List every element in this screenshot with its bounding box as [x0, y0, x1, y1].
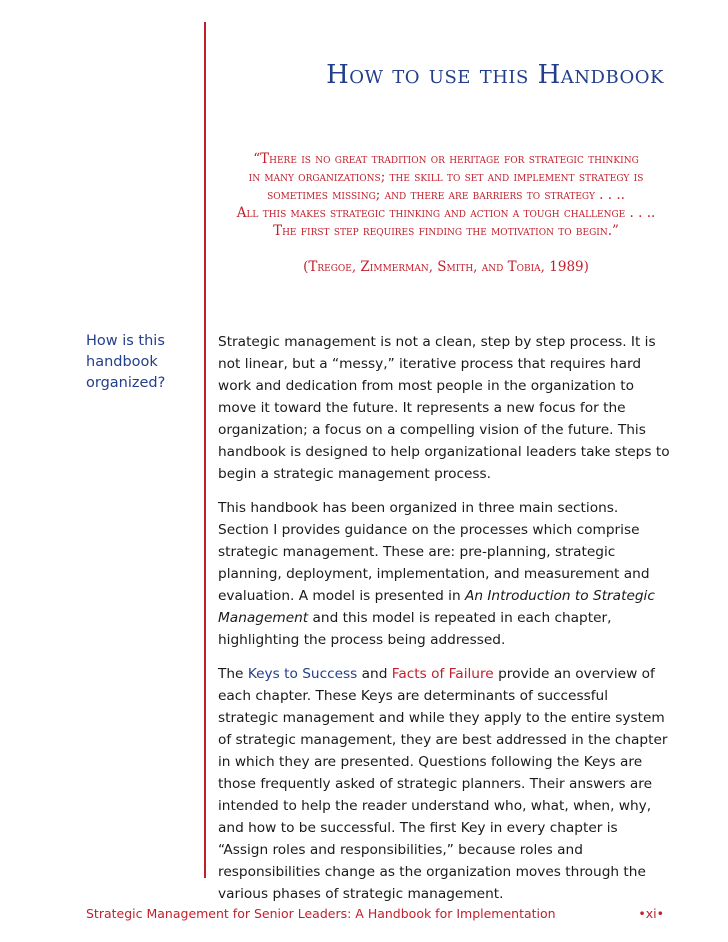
- side-heading-line: handbook: [86, 354, 158, 370]
- vertical-rule: [204, 22, 206, 878]
- quote-line: All this makes strategic thinking and action a tough challenge . . ..: [236, 205, 656, 221]
- body-text: [218, 331, 670, 917]
- paragraph-3: [218, 663, 670, 905]
- book-title-italic: An Introduction to Strategic Management: [218, 588, 655, 626]
- paragraph-2-text: This handbook has been organized in three main sections. Section I provides guidance on the processes which comprise strategic management. These are: pre-planning, strategic planning, deployment, implementation, and measurement and evaluation. A model is presented in: [218, 500, 650, 604]
- side-heading: [86, 331, 196, 394]
- keys-to-success-term: Keys to Success: [247, 666, 358, 682]
- quote-line: sometimes missing; and there are barriers to strategy . . ..: [267, 187, 625, 203]
- page-title: How to use this Handbook: [326, 60, 664, 90]
- quote-citation: (Tregoe, Zimmerman, Smith, and Tobia, 1989): [303, 259, 589, 275]
- facts-of-failure-term: Facts of Failure: [391, 666, 494, 682]
- paragraph-3-text-end: provide an overview of each chapter. These Keys are determinants of successful strategic management and while they apply to the entire system of strategic management, they are best addressed in the chapter in which they are presented. Questions following the Keys are those frequently asked of strategic planners. Their answers are intended to help the reader understand who, what, when, why, and how to be successful. The first Key in every chapter is “Assign roles and responsibilities,” because roles and responsibilities change as the organization moves through the various phases of strategic management.: [218, 666, 668, 902]
- page-footer: Strategic Management for Senior Leaders: A Handbook for Implementation: [86, 906, 556, 921]
- page-number: •xi•: [638, 906, 664, 921]
- paragraph-3-text: The: [218, 666, 248, 682]
- quote-line: “There is no great tradition or heritage for strategic thinking: [253, 151, 639, 167]
- side-heading-line: How is this: [86, 333, 165, 349]
- quote-line: in many organizations; the skill to set and implement strategy is: [248, 169, 644, 185]
- side-heading-line: organized?: [86, 375, 166, 391]
- paragraph-3-conjunction: and: [357, 666, 392, 682]
- paragraph-2: [218, 497, 670, 651]
- quote-line: The first step requires finding the motivation to begin.”: [273, 223, 619, 239]
- epigraph-quote: [226, 150, 666, 276]
- paragraph-1: Strategic management is not a clean, step by step process. It is not linear, but a “messy,” iterative process that requires hard work and dedication from most people in the organization to move it toward the future. It represents a new focus for the organization; a focus on a compelling vision of the future. This handbook is designed to help organizational leaders take steps to begin a strategic management process.: [218, 334, 670, 482]
- paragraph-2-text-end: and this model is repeated in each chapter, highlighting the process being addressed.: [218, 610, 612, 648]
